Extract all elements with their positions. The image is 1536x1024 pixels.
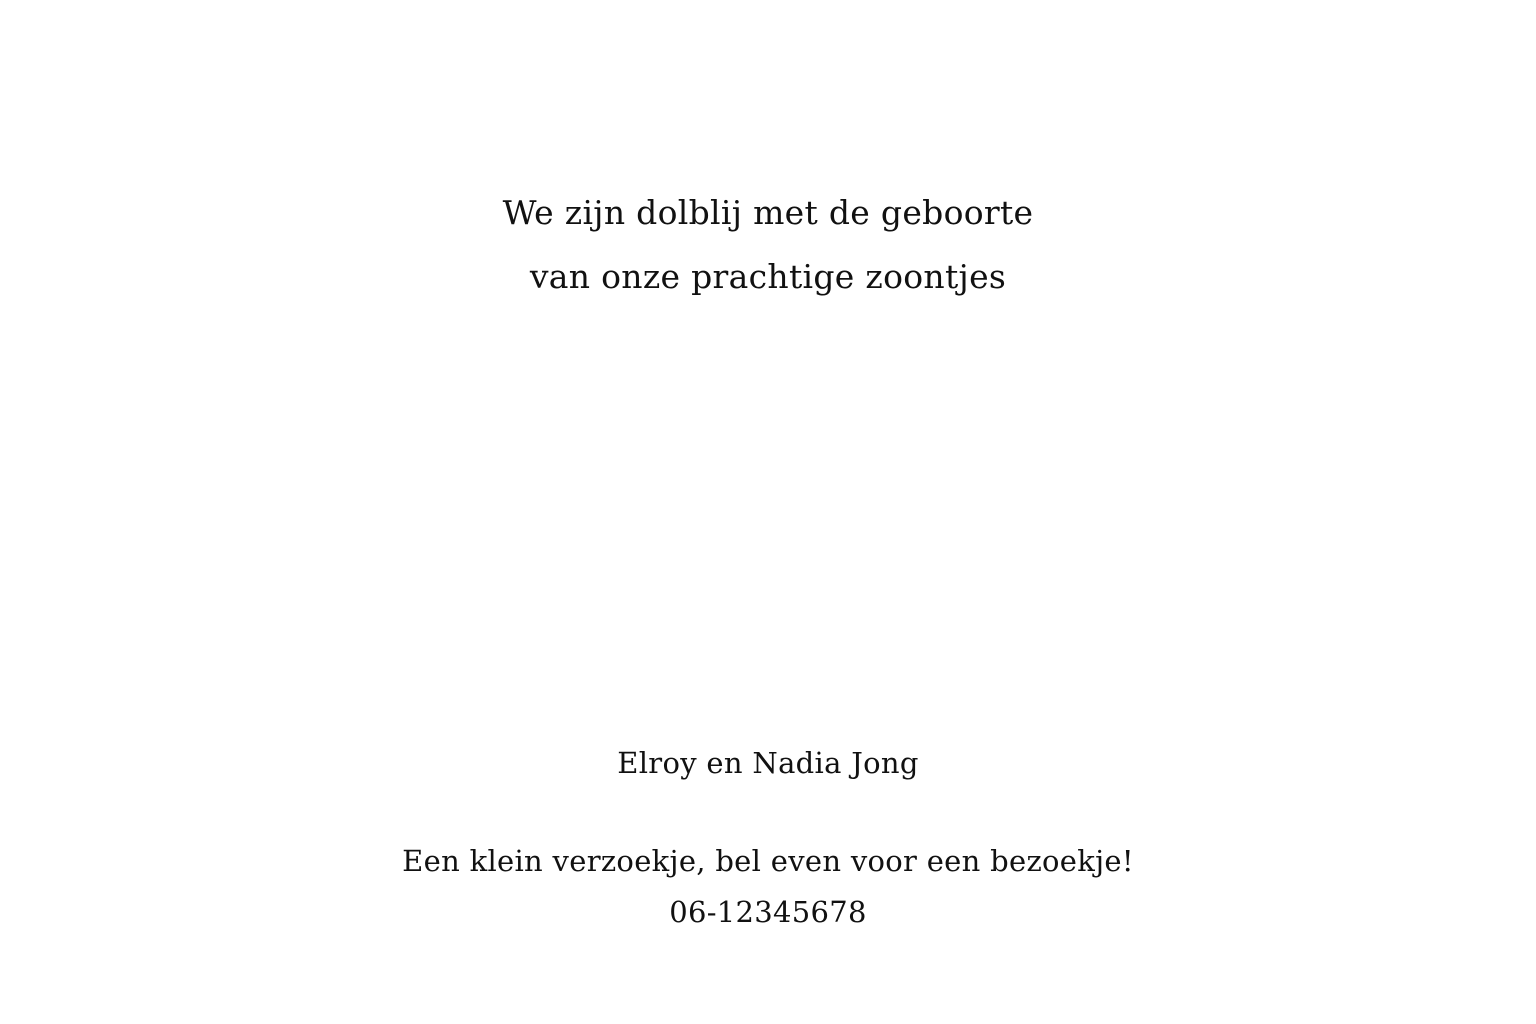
visit-request: Een klein verzoekje, bel even voor een bezoekje! <box>402 844 1134 878</box>
headline-line-2: van onze prachtige zoontjes <box>529 257 1007 296</box>
headline-line-1: We zijn dolblij met de geboorte <box>502 193 1034 232</box>
phone-number: 06-12345678 <box>669 895 867 929</box>
parents-names: Elroy en Nadia Jong <box>617 746 919 780</box>
